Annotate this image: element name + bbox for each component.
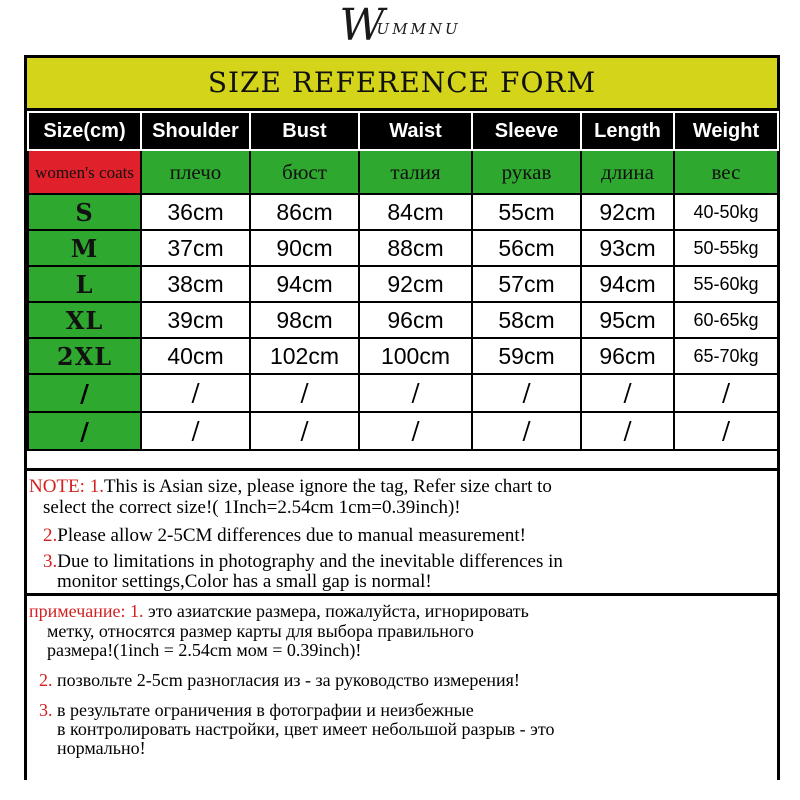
cell-bust: 86cm (250, 194, 359, 230)
table-row (28, 302, 778, 338)
blank-mark: / (250, 412, 359, 450)
cell-bust: 94cm (250, 266, 359, 302)
header-bust: Bust (250, 112, 359, 150)
cell-shoulder: 37cm (141, 230, 250, 266)
note-text: monitor settings,Color has a small gap is normal! (57, 571, 432, 592)
size-table (27, 111, 779, 451)
russian-header-row (28, 150, 778, 194)
cell-weight: 60-65kg (674, 302, 778, 338)
category-label: women's coats (28, 150, 141, 194)
ru-header-weight: вес (674, 150, 778, 194)
note-text: в контролировать настройки, цвет имеет небольшой разрыв - это (57, 719, 555, 739)
cell-sleeve: 59cm (472, 338, 581, 374)
header-shoulder: Shoulder (141, 112, 250, 150)
note-label: NOTE: (29, 476, 85, 497)
blank-mark: / (674, 412, 778, 450)
blank-mark: / (581, 412, 674, 450)
ru-header-waist: талия (359, 150, 472, 194)
cell-sleeve: 58cm (472, 302, 581, 338)
note-number: 1. (130, 601, 144, 621)
header-weight: Weight (674, 112, 778, 150)
note-line (39, 701, 474, 720)
form-title: SIZE REFERENCE FORM (27, 58, 777, 111)
cell-waist: 88cm (359, 230, 472, 266)
ru-header-length: длина (581, 150, 674, 194)
header-waist: Waist (359, 112, 472, 150)
note-text: select the correct size!( 1Inch=2.54cm 1cm=0.39inch)! (43, 497, 461, 518)
note-number: 3. (39, 700, 53, 720)
note-line (43, 526, 526, 546)
cell-bust: 102cm (250, 338, 359, 374)
blank-row (28, 412, 778, 450)
note-line (29, 477, 552, 497)
blank-mark: / (674, 374, 778, 412)
cell-waist: 92cm (359, 266, 472, 302)
cell-bust: 98cm (250, 302, 359, 338)
note-line (29, 602, 529, 621)
cell-length: 93cm (581, 230, 674, 266)
cell-waist: 100cm (359, 338, 472, 374)
note-text: позвольте 2-5cm разногласия из - за руководство измерения! (57, 670, 520, 690)
cell-length: 92cm (581, 194, 674, 230)
blank-mark: / (472, 374, 581, 412)
russian-notes (27, 596, 777, 780)
blank-mark: / (359, 374, 472, 412)
header-size: Size(cm) (28, 112, 141, 150)
cell-weight: 65-70kg (674, 338, 778, 374)
blank-mark: / (28, 412, 141, 450)
note-text: нормально! (57, 738, 146, 758)
size-form (24, 55, 780, 780)
note-number: 2. (39, 670, 53, 690)
logo-rest: UMMNU (376, 20, 461, 38)
blank-mark: / (359, 412, 472, 450)
blank-mark: / (28, 374, 141, 412)
note-text: Please allow 2-5CM differences due to manual measurement! (57, 525, 526, 546)
cell-shoulder: 36cm (141, 194, 250, 230)
header-sleeve: Sleeve (472, 112, 581, 150)
table-row (28, 266, 778, 302)
cell-sleeve: 57cm (472, 266, 581, 302)
note-text: This is Asian size, please ignore the tag, Refer size chart to (103, 476, 552, 497)
cell-shoulder: 40cm (141, 338, 250, 374)
cell-waist: 84cm (359, 194, 472, 230)
note-text: это азиатские размера, пожалуйста, игнорировать (148, 601, 529, 621)
cell-bust: 90cm (250, 230, 359, 266)
cell-length: 95cm (581, 302, 674, 338)
cell-length: 96cm (581, 338, 674, 374)
note-text: в результате ограничения в фотографии и неизбежные (57, 700, 474, 720)
cell-weight: 40-50kg (674, 194, 778, 230)
header-length: Length (581, 112, 674, 150)
blank-mark: / (250, 374, 359, 412)
header-row (28, 112, 778, 150)
blank-mark: / (141, 374, 250, 412)
blank-mark: / (141, 412, 250, 450)
size-label: 2XL (28, 338, 141, 374)
cell-waist: 96cm (359, 302, 472, 338)
note-line (39, 671, 520, 690)
table-row (28, 194, 778, 230)
cell-sleeve: 55cm (472, 194, 581, 230)
size-label: L (28, 266, 141, 302)
cell-shoulder: 38cm (141, 266, 250, 302)
note-label: примечание: (29, 601, 126, 621)
brand-logo (0, 0, 800, 52)
english-notes (27, 468, 777, 596)
ru-header-shoulder: плечо (141, 150, 250, 194)
cell-weight: 55-60kg (674, 266, 778, 302)
note-text: Due to limitations in photography and the inevitable differences in (57, 551, 563, 572)
cell-shoulder: 39cm (141, 302, 250, 338)
note-number: 1. (89, 476, 104, 497)
ru-header-bust: бюст (250, 150, 359, 194)
blank-row (28, 374, 778, 412)
note-text: размера!(1inch = 2.54cm мом = 0.39inch)! (47, 640, 362, 660)
note-number: 2. (43, 525, 58, 546)
table-row (28, 338, 778, 374)
size-label: XL (28, 302, 141, 338)
note-line (43, 552, 563, 572)
blank-mark: / (581, 374, 674, 412)
cell-sleeve: 56cm (472, 230, 581, 266)
table-row (28, 230, 778, 266)
cell-weight: 50-55kg (674, 230, 778, 266)
cell-length: 94cm (581, 266, 674, 302)
blank-mark: / (472, 412, 581, 450)
note-text: метку, относятся размер карты для выбора правильного (47, 621, 474, 641)
size-label: S (28, 194, 141, 230)
ru-header-sleeve: рукав (472, 150, 581, 194)
size-label: M (28, 230, 141, 266)
note-number: 3. (43, 551, 58, 572)
logo-initial: W (339, 0, 383, 51)
